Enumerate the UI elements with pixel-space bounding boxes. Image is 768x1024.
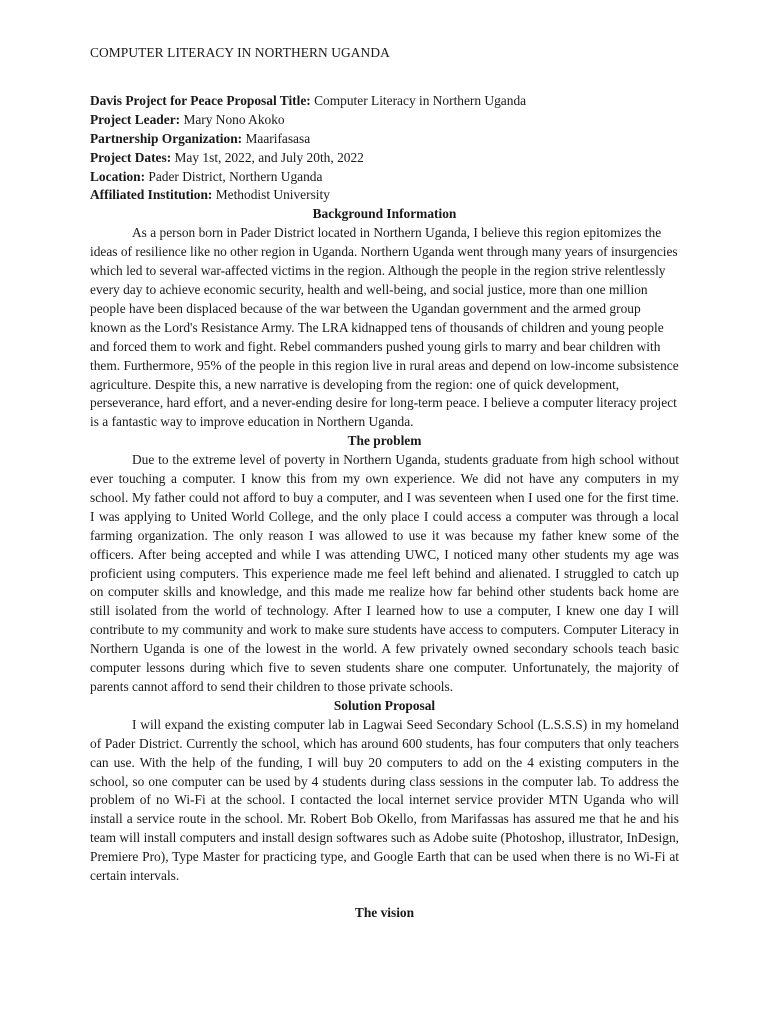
meta-value: Computer Literacy in Northern Uganda bbox=[310, 92, 527, 108]
meta-label: Location: bbox=[90, 168, 146, 184]
meta-row-partnership bbox=[90, 130, 679, 149]
solution-paragraph: I will expand the existing computer lab in Lagwai Seed Secondary School (L.S.S.S) in my homeland of Pader District. Currently the school, which has around 600 students, has four computers that only teachers can use. With the help of the funding, I will buy 20 computers to add on the 4 existing computers in the school, so one computer can be used by 4 students during class sessions in the computer lab. To address the problem of no Wi-Fi at the school. I contacted the local internet service provider MTN Uganda who will install a service route in the school. Mr. Robert Bob Okello, from Marifassas has assured me that he and his team will install computers and install design softwares such as Adobe suite (Photoshop, illustrator, InDesign, Premiere Pro), Type Master for practicing type, and Google Earth that can be used when there is no Wi-Fi at certain intervals. bbox=[90, 716, 679, 884]
section-heading-vision: The vision bbox=[354, 904, 415, 920]
meta-value: Mary Nono Akoko bbox=[180, 111, 285, 127]
problem-paragraph: Due to the extreme level of poverty in Northern Uganda, students graduate from high school without ever touching a computer. I know this from my own experience. We did not have any computers in my school. My father could not afford to buy a computer, and I was seventeen when I used one for the first time. I was applying to United World College, and the only place I could access a computer was through a local farming organization. The only reason I was allowed to use it was because my father knew some of the officers. After being accepted and while I was attending UWC, I noticed many other students my age was proficient using computers. This experience made me feel left behind and alienated. I struggled to catch up on computer skills and knowledge, and this made me realize how far behind other students back home are still isolated from the world of technology. After I learned how to use a computer, I knew one day I will contribute to my community and work to make sure students have access to computers. Computer Literacy in Northern Uganda is one of the lowest in the world. A few privately owned secondary schools teach basic computer lessons during which five to seven students share one computer. Unfortunately, the majority of parents cannot afford to send their children to those private schools. bbox=[90, 452, 679, 694]
meta-label: Project Leader: bbox=[90, 111, 181, 127]
section-heading-solution: Solution Proposal bbox=[333, 697, 436, 713]
document-title: COMPUTER LITERACY IN NORTHERN UGANDA bbox=[90, 45, 390, 60]
meta-label: Partnership Organization: bbox=[90, 130, 243, 146]
meta-label: Project Dates: bbox=[90, 149, 172, 165]
meta-row-proposal-title bbox=[90, 92, 679, 111]
meta-value: Methodist University bbox=[212, 187, 330, 203]
meta-row-project-leader bbox=[90, 111, 679, 130]
meta-row-project-dates bbox=[90, 149, 679, 168]
meta-label: Affiliated Institution: bbox=[90, 187, 213, 203]
project-details bbox=[90, 92, 679, 205]
section-heading-background: Background Information bbox=[312, 206, 457, 222]
section-heading-problem: The problem bbox=[347, 433, 422, 449]
meta-row-institution bbox=[90, 186, 679, 205]
meta-value: May 1st, 2022, and July 20th, 2022 bbox=[171, 149, 364, 165]
document-page bbox=[90, 44, 679, 923]
meta-label: Davis Project for Peace Proposal Title: bbox=[90, 92, 311, 108]
meta-value: Maarifasasa bbox=[242, 130, 311, 146]
meta-row-location bbox=[90, 168, 679, 187]
background-paragraph: As a person born in Pader District located in Northern Uganda, I believe this region epitomizes the ideas of resilience like no other region in Uganda. Northern Uganda went through many years of insurgencies which led to several war-affected victims in the region. Although the people in the region strive relentlessly every day to achieve economic security, health and well-being, and social justice, more than one million people have been displaced because of the war between the Ugandan government and the armed group known as the Lord's Resistance Army. The LRA kidnapped tens of thousands of children and young people and forced them to work and fight. Rebel commanders pushed young girls to marry and bear children with them. Furthermore, 95% of the people in this region live in rural areas and depend on low-income subsistence agriculture. Despite this, a new narrative is developing from the region: one of quick development, perseverance, hard effort, and a never-ending desire for long-term peace. I believe a computer literacy project is a fantastic way to improve education in Northern Uganda. bbox=[90, 225, 679, 430]
meta-value: Pader District, Northern Uganda bbox=[145, 168, 323, 184]
